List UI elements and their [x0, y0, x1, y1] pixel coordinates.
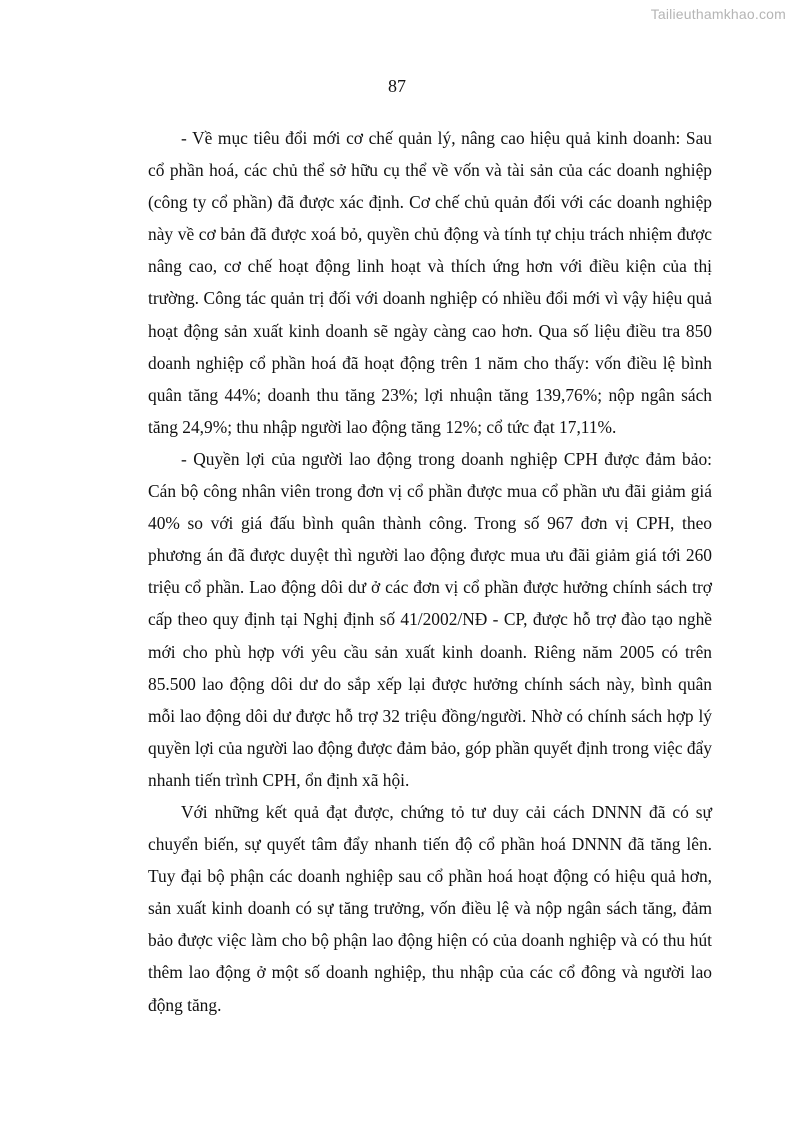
document-body — [148, 122, 712, 1021]
paragraph-objectives: - Về mục tiêu đổi mới cơ chế quản lý, nâng cao hiệu quả kinh doanh: Sau cổ phần hoá, các chủ thể sở hữu cụ thể về vốn và tài sản của các doanh nghiệp (công ty cổ phần) đã được xác định. Cơ chế chủ quản đối với các doanh nghiệp này về cơ bản đã được xoá bỏ, quyền chủ động và tính tự chịu trách nhiệm được nâng cao, cơ chế hoạt động linh hoạt và thích ứng hơn với điều kiện của thị trường. Công tác quản trị đối với doanh nghiệp có nhiều đổi mới vì vậy hiệu quả hoạt động sản xuất kinh doanh sẽ ngày càng cao hơn. Qua số liệu điều tra 850 doanh nghiệp cổ phần hoá đã hoạt động trên 1 năm cho thấy: vốn điều lệ bình quân tăng 44%; doanh thu tăng 23%; lợi nhuận tăng 139,76%; nộp ngân sách tăng 24,9%; thu nhập người lao động tăng 12%; cổ tức đạt 17,11%. — [148, 128, 712, 437]
watermark: Tailieuthamkhao.com — [650, 6, 786, 22]
paragraph-conclusion: Với những kết quả đạt được, chứng tỏ tư duy cải cách DNNN đã có sự chuyển biến, sự quyết tâm đẩy nhanh tiến độ cổ phần hoá DNNN đã tăng lên. Tuy đại bộ phận các doanh nghiệp sau cổ phần hoá hoạt động có hiệu quả hơn, sản xuất kinh doanh có sự tăng trưởng, vốn điều lệ và nộp ngân sách tăng, đảm bảo được việc làm cho bộ phận lao động hiện có của doanh nghiệp và có thu hút thêm lao động ở một số doanh nghiệp, thu nhập của các cổ đông và người lao động tăng. — [148, 801, 712, 1015]
paragraph-worker-rights: - Quyền lợi của người lao động trong doanh nghiệp CPH được đảm bảo: Cán bộ công nhân viên trong đơn vị cổ phần được mua cổ phần ưu đãi giảm giá 40% so với giá đấu bình quân thành công. Trong số 967 đơn vị CPH, theo phương án đã được duyệt thì người lao động được mua ưu đãi giảm giá tới 260 triệu cổ phần. Lao động dôi dư ở các đơn vị cổ phần được hưởng chính sách trợ cấp theo quy định tại Nghị định số 41/2002/NĐ - CP, được hỗ trợ đào tạo nghề mới cho phù hợp với yêu cầu sản xuất kinh doanh. Riêng năm 2005 có trên 85.500 lao động dôi dư do sắp xếp lại được hưởng chính sách này, bình quân mỗi lao động dôi dư được hỗ trợ 32 triệu đồng/người. Nhờ có chính sách hợp lý quyền lợi của người lao động được đảm bảo, góp phần quyết định trong việc đẩy nhanh tiến trình CPH, ổn định xã hội. — [148, 448, 712, 790]
page-number: 87 — [388, 76, 406, 96]
